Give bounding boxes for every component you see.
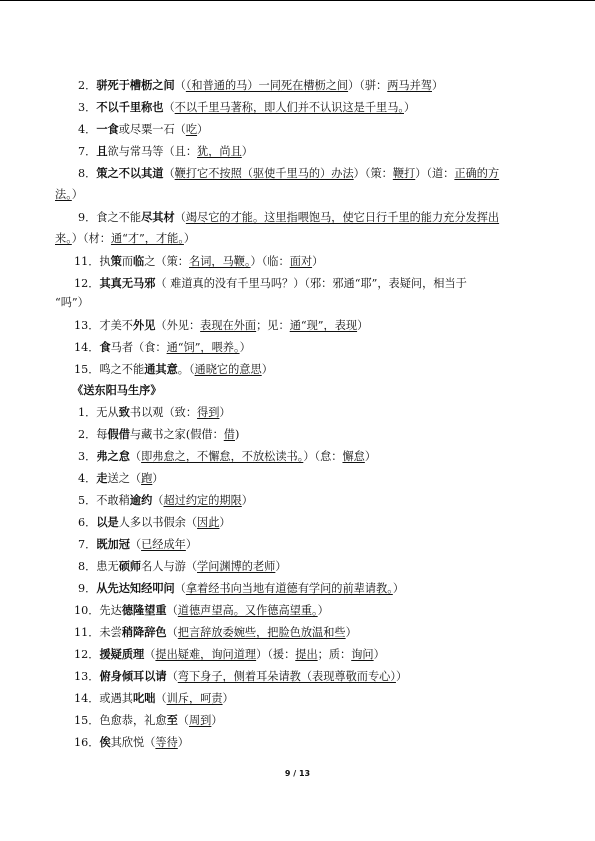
section-heading [72, 383, 162, 398]
vocab-line [78, 449, 376, 464]
source-text: 马者（食： [110, 341, 167, 354]
source-text: 4． [78, 472, 97, 485]
vocab-line [78, 537, 197, 552]
source-text: ） [373, 648, 385, 661]
source-text: ）（道： [415, 167, 455, 180]
keyword-text: 《送东阳马生序》 [72, 383, 162, 397]
answer-text: 通“才”，才能。 [110, 232, 184, 245]
keyword-text: 叱咄 [133, 691, 156, 705]
source-text: 4． [78, 123, 97, 136]
keyword-text: 俟 [99, 735, 111, 749]
source-text: （ [129, 450, 142, 463]
answer-text: 两马并驾 [387, 79, 432, 92]
answer-text: 提出 [295, 648, 318, 661]
answer-text: 已经成年 [141, 538, 186, 551]
source-text: （ [177, 714, 189, 727]
source-text: （ [174, 79, 186, 92]
answer-text: 询问 [351, 648, 374, 661]
source-text: ） [152, 472, 164, 485]
keyword-text: 其真无马邪 [99, 276, 156, 290]
vocab-line [74, 276, 467, 291]
vocab-line [74, 362, 273, 377]
source-text: ） [197, 123, 209, 136]
answer-text: 法。 [55, 188, 72, 201]
source-text: ） [392, 582, 405, 595]
source-text: 2． [78, 79, 97, 92]
source-text: ；见： [256, 319, 290, 332]
source-text: ；质： [317, 648, 352, 661]
vocab-line [78, 427, 239, 442]
source-text: ） [183, 232, 196, 245]
keyword-text: 以是 [96, 515, 119, 529]
source-text: ） [404, 101, 416, 114]
vocab-line [78, 581, 404, 596]
vocab-line [78, 122, 208, 137]
source-text: 其欣悦（ [110, 736, 156, 749]
source-text: ） [395, 670, 408, 683]
keyword-text: 从先达知经叩问 [96, 581, 175, 595]
vocab-line [74, 603, 329, 618]
answer-text: 鞭打它不按照（驱使千里马的）办法 [174, 167, 354, 180]
vocab-line [74, 254, 323, 269]
source-text: ） [239, 341, 251, 354]
keyword-text: 俯身倾耳以请 [99, 669, 167, 683]
answer-text: 通晓它的意思 [194, 363, 262, 376]
answer-text: 通“现”，表现 [289, 319, 358, 332]
source-text: ）（援： [256, 648, 296, 661]
answer-text: 跑 [141, 472, 153, 485]
source-text: 11．执 [74, 255, 111, 268]
vocab-line [78, 210, 499, 225]
vocab-line [78, 493, 253, 508]
source-text: 11．未尝 [74, 626, 122, 639]
source-text: 而 [121, 255, 134, 268]
keyword-text: 食 [99, 340, 111, 354]
vocab-line [74, 735, 189, 750]
vocab-line [78, 144, 253, 159]
answer-text: 等待 [155, 736, 178, 749]
source-text: ）（策： [353, 167, 393, 180]
source-text: （ [166, 604, 178, 617]
source-text: 12． [74, 648, 100, 661]
source-text: 6． [78, 516, 97, 529]
source-text: （ [174, 211, 186, 224]
answer-text: 借 [223, 428, 235, 441]
answer-text: 拿着经书向当地有道德有学问的前辈请教。 [185, 582, 393, 595]
answer-text: 不以千里马著称，即人们并不认识这是千里马。 [174, 101, 404, 114]
source-text: 或尽粟一石（ [118, 123, 186, 136]
keyword-text: 弗之怠 [96, 449, 130, 463]
source-text: ） [312, 255, 324, 268]
keyword-text: 至 [166, 713, 178, 727]
source-text: ） [219, 516, 231, 529]
source-text: 与藏书之家(假借： [129, 428, 224, 441]
source-text: ） [357, 319, 369, 332]
answer-text: 学问渊博的老师 [197, 560, 276, 573]
source-text: 之（策： [144, 255, 189, 268]
source-text: 16． [74, 736, 100, 749]
source-text: （ [166, 670, 178, 683]
vocab-line [78, 515, 231, 530]
source-text: 8． [78, 167, 97, 180]
source-text: ) [234, 428, 240, 441]
source-text: “吗”） [55, 296, 89, 309]
keyword-text: 骈死于槽枥之间 [96, 78, 175, 92]
keyword-text: 逾约 [129, 493, 153, 507]
page-number: 9 / 13 [284, 769, 311, 778]
source-text: 5．不敢稍 [78, 494, 130, 507]
vocab-line [74, 625, 357, 640]
source-text: ） [185, 538, 198, 551]
keyword-text: 走 [96, 471, 108, 485]
source-text: 3． [78, 101, 97, 114]
source-text: 名人与游（ [141, 560, 198, 573]
source-text: 8．患无 [78, 560, 119, 573]
source-text: （ [163, 101, 175, 114]
answer-text: （和普通的马）一同死在槽枥之间 [185, 79, 349, 92]
keyword-text: 策 [110, 254, 122, 268]
source-text: 13．才美不 [74, 319, 133, 332]
source-text: ） [211, 714, 223, 727]
answer-text: 道德声望高。又作德高望重。 [177, 604, 318, 617]
keyword-text: 硕师 [118, 559, 142, 573]
vocab-line [74, 340, 251, 355]
answer-text: 提出疑难，询问道理 [155, 648, 257, 661]
source-text: 14．或遇其 [74, 692, 133, 705]
answer-text: 因此 [197, 516, 220, 529]
answer-text: 训斥，呵责 [166, 692, 223, 705]
source-text: ） [219, 406, 231, 419]
top-rule [0, 0, 595, 1]
keyword-text: 一食 [96, 122, 119, 136]
vocab-line [74, 713, 223, 728]
source-text: ） [222, 692, 234, 705]
keyword-text: 通其意 [144, 362, 178, 376]
source-text: （ [166, 626, 178, 639]
source-text: ）（材： [71, 232, 111, 245]
source-text: （ [163, 167, 175, 180]
vocab-line [55, 296, 89, 310]
answer-text: 正确的方 [454, 167, 500, 180]
vocab-line [78, 559, 287, 574]
source-text: 7． [78, 538, 97, 551]
answer-text: 懈怠 [342, 450, 365, 463]
keyword-text: 且 [96, 144, 108, 158]
vocab-line [78, 78, 443, 93]
source-text: ） [241, 145, 253, 158]
answer-text: 超过约定的期限 [163, 494, 242, 507]
answer-text: 得到 [197, 406, 220, 419]
source-text: （ 难道真的没有千里马吗？）（邪：邪通“耶”，表疑问，相当于 [155, 277, 467, 290]
vocab-line [74, 669, 407, 684]
source-text: ） [261, 363, 273, 376]
source-text: 10．先达 [74, 604, 122, 617]
source-text: 15．色愈恭，礼愈 [74, 714, 167, 727]
vocab-line [78, 166, 499, 181]
source-text: ）（怠： [303, 450, 343, 463]
answer-text: 犹，尚且 [197, 145, 242, 158]
source-text: 9．食之不能 [78, 211, 142, 224]
source-text: ） [431, 79, 444, 92]
vocab-line [78, 405, 231, 420]
source-text: 。（ [177, 363, 195, 376]
source-text: ） [177, 736, 189, 749]
answer-text: 面对 [289, 255, 313, 268]
answer-text: 弯下身子，侧着耳朵请教（表现尊敬而专心） [177, 670, 396, 683]
source-text: （外见： [155, 319, 201, 332]
source-text: （ [129, 538, 142, 551]
source-text: 7． [78, 145, 97, 158]
keyword-text: 德隆望重 [121, 603, 167, 617]
source-text: 15．鸣之不能 [74, 363, 145, 376]
source-text: ） [275, 560, 287, 573]
vocab-line [74, 647, 385, 662]
answer-text: 通“饲”，喂养。 [166, 341, 240, 354]
source-text: 14． [74, 341, 100, 354]
answer-text: 周到 [188, 714, 212, 727]
source-text: ）（骈： [348, 79, 388, 92]
source-text: 12． [74, 277, 100, 290]
keyword-text: 外见 [133, 318, 156, 332]
source-text: 1．无从 [78, 406, 119, 419]
source-text: 书以观（致： [129, 406, 198, 419]
source-text: 送之（ [107, 472, 142, 485]
keyword-text: 不以千里称也 [96, 100, 164, 114]
keyword-text: 致 [118, 405, 130, 419]
source-text: 3． [78, 450, 97, 463]
source-text: 9． [78, 582, 97, 595]
source-text: 13． [74, 670, 100, 683]
answer-text: 鞭打 [392, 167, 416, 180]
source-text: ） [317, 604, 329, 617]
source-text: 欲与常马等（且： [107, 145, 198, 158]
answer-text: 吃 [185, 123, 198, 136]
vocab-line [74, 318, 368, 333]
vocab-line [74, 691, 234, 706]
source-text: ）（临： [250, 255, 290, 268]
answer-text: 名词，马鞭。 [189, 255, 251, 268]
vocab-line [78, 471, 164, 486]
keyword-text: 临 [133, 254, 145, 268]
vocab-line [55, 232, 195, 246]
source-text: ） [345, 626, 357, 639]
keyword-text: 假借 [107, 427, 130, 441]
answer-text: 来。 [55, 232, 72, 245]
source-text: （ [174, 582, 186, 595]
keyword-text: 尽其材 [141, 210, 175, 224]
source-text: （ [155, 692, 167, 705]
source-text: 人多以书假余（ [118, 516, 198, 529]
source-text: ） [241, 494, 253, 507]
source-text: （ [152, 494, 164, 507]
vocab-line [55, 188, 83, 202]
source-text: ） [71, 188, 83, 201]
source-text: （ [144, 648, 156, 661]
answer-text: 竭尽它的才能。这里指喂饱马，使它日行千里的能力充分发挥出 [185, 211, 500, 224]
keyword-text: 稍降辞色 [121, 625, 167, 639]
source-text: ） [364, 450, 377, 463]
keyword-text: 既加冠 [96, 537, 130, 551]
keyword-text: 策之不以其道 [96, 166, 164, 180]
answer-text: 表现在外面 [200, 319, 257, 332]
source-text: 2．每 [78, 428, 108, 441]
answer-text: 把言辞放委婉些，把脸色放温和些 [177, 626, 346, 639]
answer-text: 即弗怠之，不懈怠，不放松读书。 [141, 450, 304, 463]
vocab-line [78, 100, 415, 115]
keyword-text: 援疑质理 [99, 647, 145, 661]
